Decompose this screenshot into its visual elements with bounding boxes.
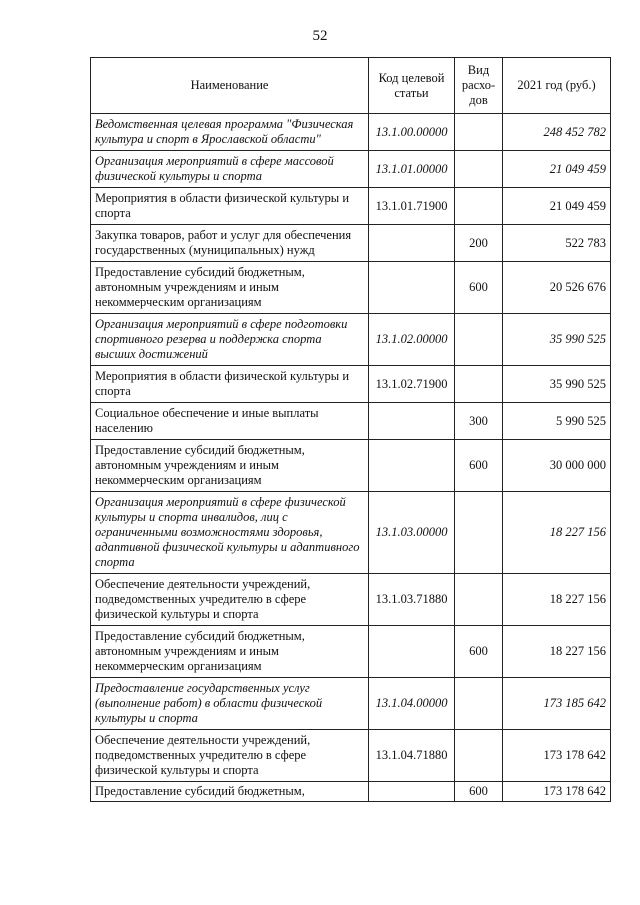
- row-expense-type: [455, 188, 503, 225]
- row-amount: 35 990 525: [503, 366, 611, 403]
- row-code: 13.1.00.00000: [369, 114, 455, 151]
- row-expense-type: 600: [455, 626, 503, 678]
- row-amount: 30 000 000: [503, 440, 611, 492]
- row-amount: 21 049 459: [503, 188, 611, 225]
- row-expense-type: [455, 574, 503, 626]
- header-type: Вид расхо- дов: [455, 58, 503, 114]
- row-name: Ведомственная целевая программа "Физическая культура и спорт в Ярославской области": [91, 114, 369, 151]
- table-row: [91, 225, 611, 262]
- row-code: 13.1.04.00000: [369, 678, 455, 730]
- header-amount: 2021 год (руб.): [503, 58, 611, 114]
- table-row: [91, 678, 611, 730]
- row-name: Предоставление субсидий бюджетным, автономным учреждениям и иным некоммерческим организациям: [91, 262, 369, 314]
- row-expense-type: [455, 151, 503, 188]
- row-expense-type: 600: [455, 782, 503, 802]
- row-amount: 5 990 525: [503, 403, 611, 440]
- row-name: Предоставление субсидий бюджетным,: [91, 782, 369, 802]
- row-name: Социальное обеспечение и иные выплаты населению: [91, 403, 369, 440]
- row-expense-type: [455, 114, 503, 151]
- row-expense-type: 200: [455, 225, 503, 262]
- row-code: [369, 626, 455, 678]
- header-name: Наименование: [91, 58, 369, 114]
- row-amount: 173 185 642: [503, 678, 611, 730]
- row-code: 13.1.01.00000: [369, 151, 455, 188]
- row-amount: 20 526 676: [503, 262, 611, 314]
- row-code: [369, 440, 455, 492]
- row-code: 13.1.03.00000: [369, 492, 455, 574]
- row-code: [369, 225, 455, 262]
- row-amount: 18 227 156: [503, 574, 611, 626]
- table-row: [91, 188, 611, 225]
- row-name: Предоставление субсидий бюджетным, автономным учреждениям и иным некоммерческим организациям: [91, 440, 369, 492]
- row-code: [369, 782, 455, 802]
- table-row: [91, 782, 611, 802]
- row-name: Предоставление государственных услуг (выполнение работ) в области физической культуры и спорта: [91, 678, 369, 730]
- page-number: 52: [312, 28, 328, 44]
- row-name: Обеспечение деятельности учреждений, подведомственных учредителю в сфере физической культуры и спорта: [91, 574, 369, 626]
- row-code: [369, 262, 455, 314]
- row-expense-type: [455, 366, 503, 403]
- table-row: [91, 262, 611, 314]
- row-amount: 18 227 156: [503, 492, 611, 574]
- row-name: Обеспечение деятельности учреждений, подведомственных учредителю в сфере физической культуры и спорта: [91, 730, 369, 782]
- table-row: [91, 366, 611, 403]
- table-row: [91, 114, 611, 151]
- table-row: [91, 574, 611, 626]
- row-name: Организация мероприятий в сфере массовой физической культуры и спорта: [91, 151, 369, 188]
- row-name: Закупка товаров, работ и услуг для обеспечения государственных (муниципальных) нужд: [91, 225, 369, 262]
- row-code: 13.1.03.71880: [369, 574, 455, 626]
- table-row: [91, 403, 611, 440]
- row-expense-type: 600: [455, 262, 503, 314]
- table-row: [91, 151, 611, 188]
- table-row: [91, 314, 611, 366]
- row-amount: 522 783: [503, 225, 611, 262]
- table-header-row: [91, 58, 611, 114]
- row-code: 13.1.01.71900: [369, 188, 455, 225]
- table-row: [91, 626, 611, 678]
- table-row: [91, 730, 611, 782]
- row-expense-type: [455, 730, 503, 782]
- table-row: [91, 492, 611, 574]
- row-amount: 35 990 525: [503, 314, 611, 366]
- row-expense-type: [455, 492, 503, 574]
- row-amount: 173 178 642: [503, 730, 611, 782]
- row-name: Мероприятия в области физической культуры и спорта: [91, 366, 369, 403]
- row-amount: 21 049 459: [503, 151, 611, 188]
- row-amount: 18 227 156: [503, 626, 611, 678]
- row-name: Мероприятия в области физической культуры и спорта: [91, 188, 369, 225]
- row-expense-type: 300: [455, 403, 503, 440]
- row-code: [369, 403, 455, 440]
- row-code: 13.1.02.00000: [369, 314, 455, 366]
- table-row: [91, 440, 611, 492]
- row-amount: 173 178 642: [503, 782, 611, 802]
- row-amount: 248 452 782: [503, 114, 611, 151]
- header-code: Код целевой статьи: [369, 58, 455, 114]
- row-code: 13.1.02.71900: [369, 366, 455, 403]
- row-code: 13.1.04.71880: [369, 730, 455, 782]
- row-name: Предоставление субсидий бюджетным, автономным учреждениям и иным некоммерческим организациям: [91, 626, 369, 678]
- budget-table: [90, 57, 611, 802]
- row-name: Организация мероприятий в сфере подготовки спортивного резерва и поддержка спорта высших достижений: [91, 314, 369, 366]
- row-expense-type: [455, 678, 503, 730]
- row-expense-type: 600: [455, 440, 503, 492]
- row-expense-type: [455, 314, 503, 366]
- row-name: Организация мероприятий в сфере физической культуры и спорта инвалидов, лиц с ограниченными возможностями здоровья, адаптивной физической культуры и адаптивного спорта: [91, 492, 369, 574]
